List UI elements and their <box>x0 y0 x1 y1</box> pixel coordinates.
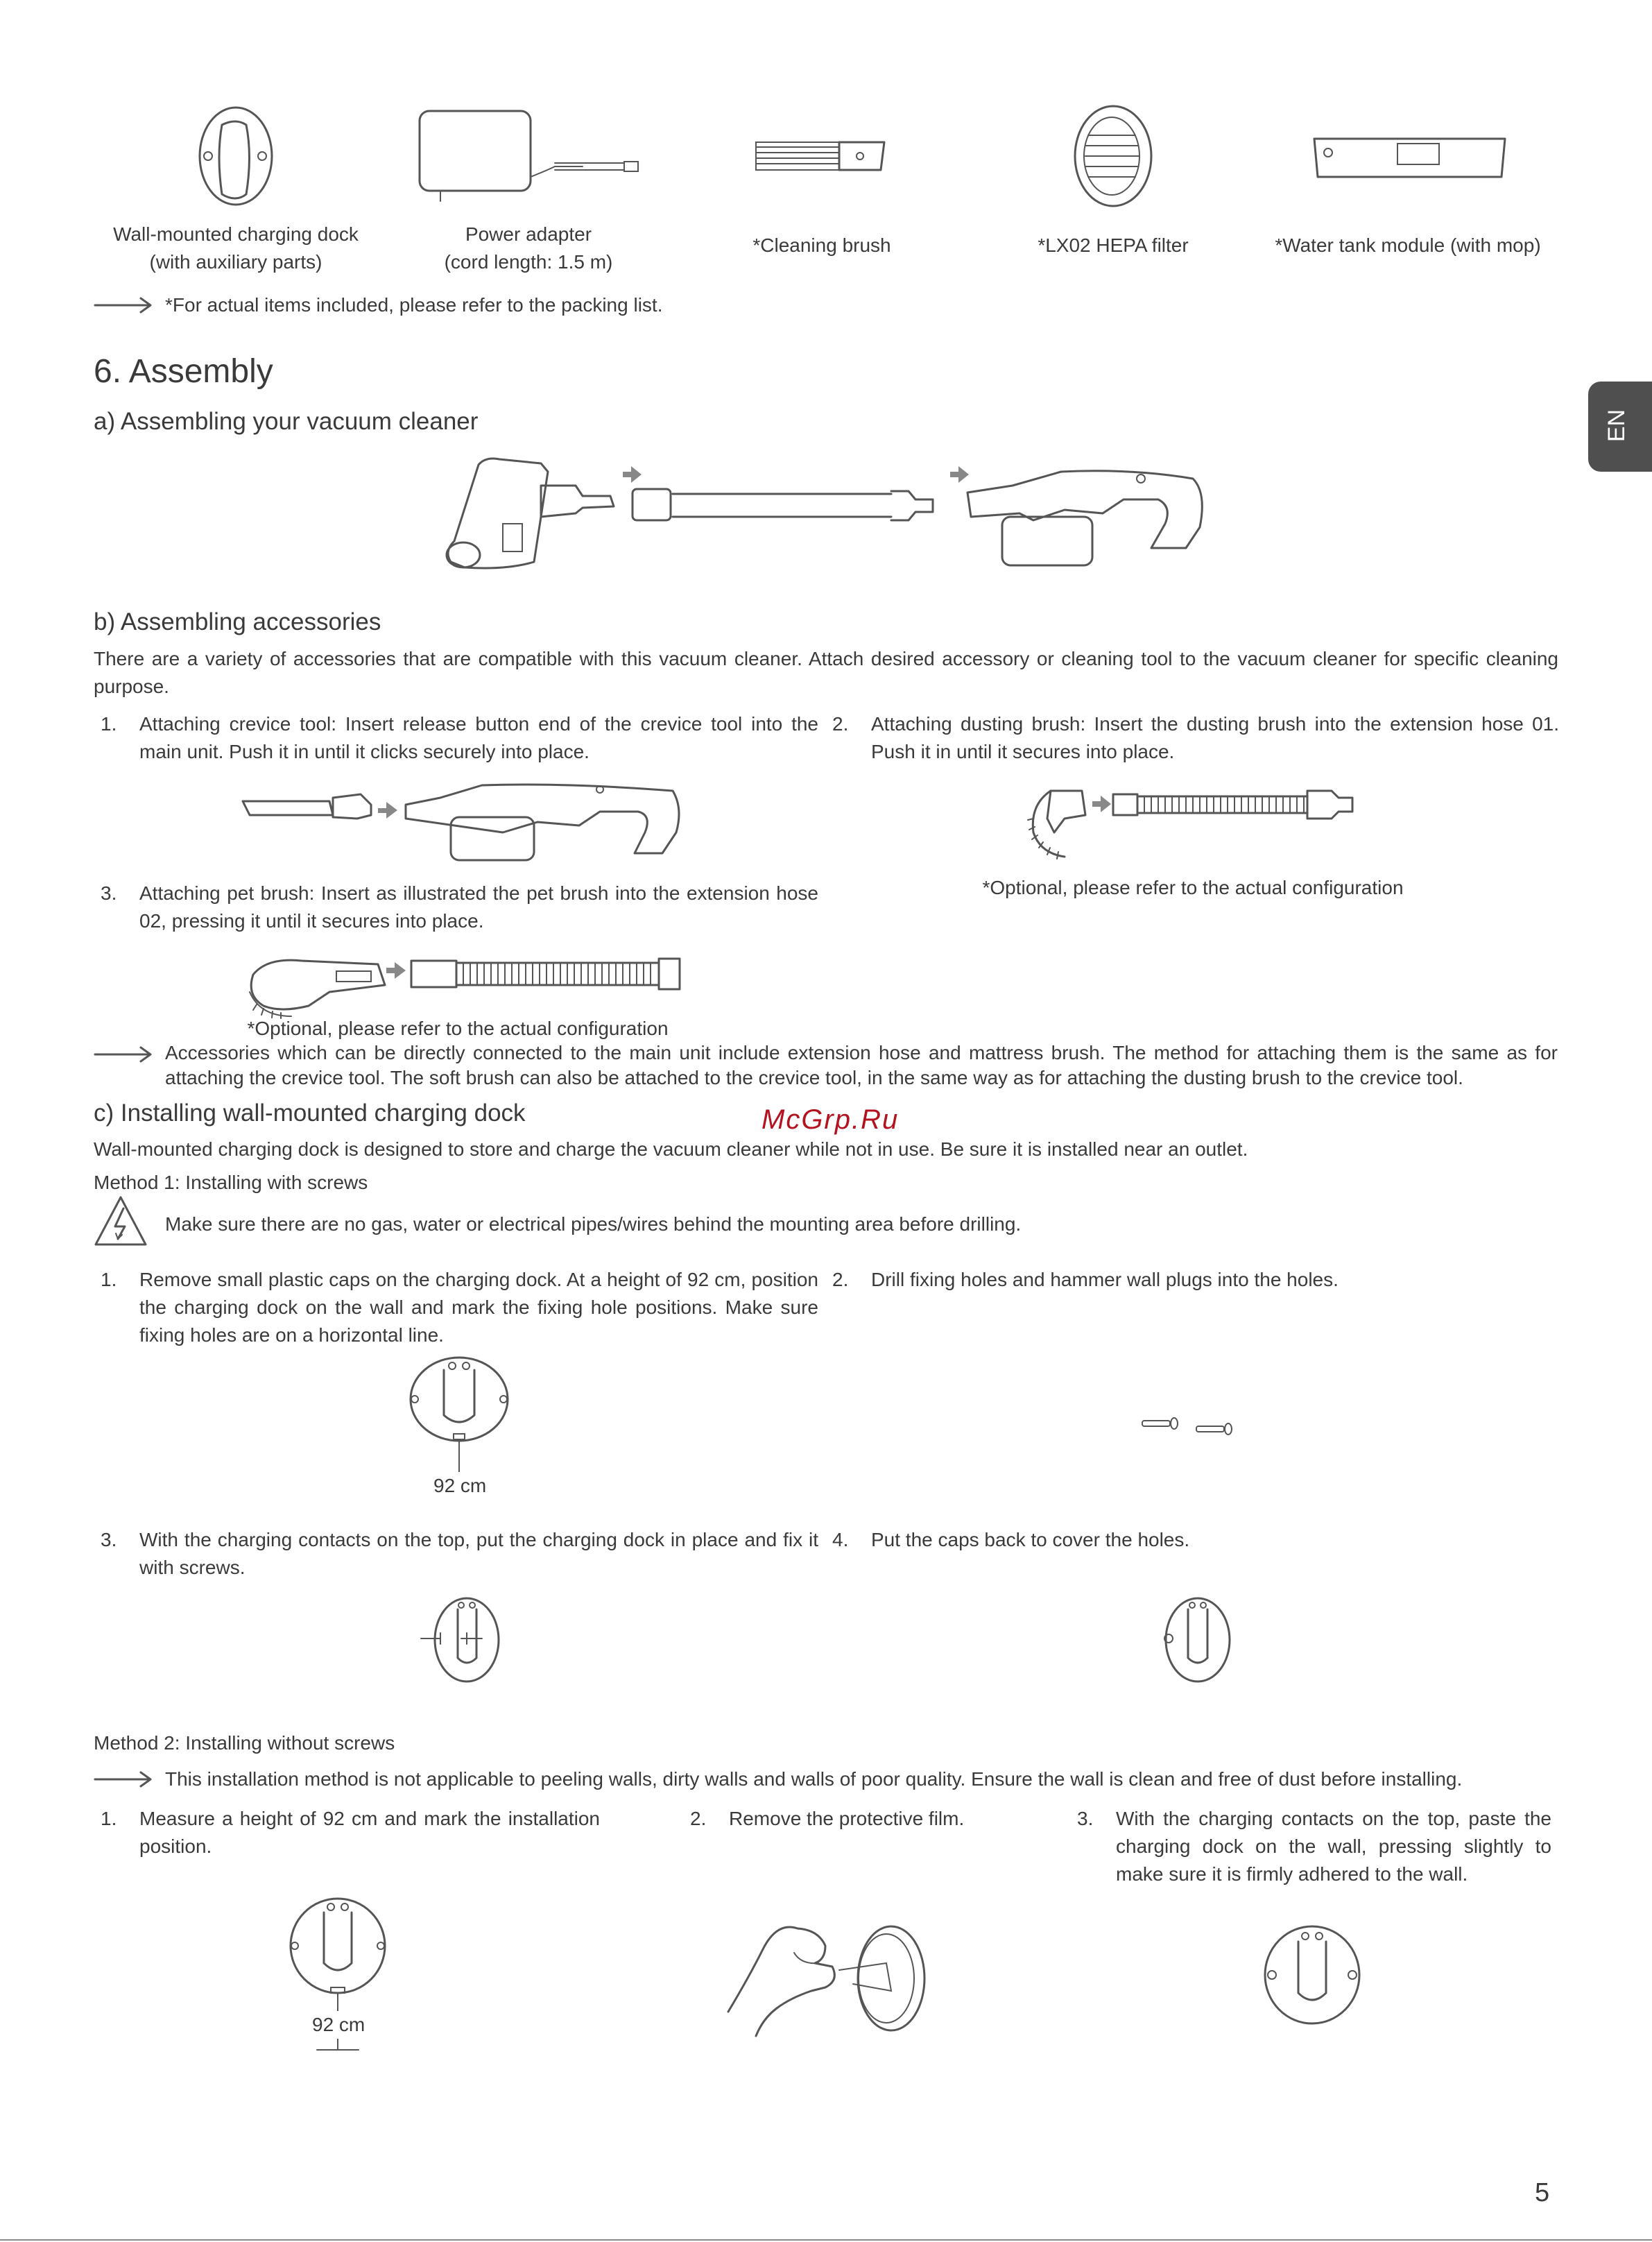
page-number: 5 <box>1535 2178 1550 2207</box>
step-text: Attaching crevice tool: Insert release button end of the crevice tool into the main unit. Push it in until it clicks securely into place. <box>139 713 818 762</box>
dock-screws-illustration <box>420 1595 503 1686</box>
method1-warning: Make sure there are no gas, water or electrical pipes/wires behind the mounting area before drilling. <box>165 1213 1022 1235</box>
method2-title: Method 2: Installing without screws <box>94 1732 395 1754</box>
package-label-brush: *Cleaning brush <box>752 234 891 256</box>
accessory-step-2 <box>832 710 1559 766</box>
method1-title: Method 1: Installing with screws <box>94 1172 368 1193</box>
note-arrow-icon <box>94 1046 156 1063</box>
subheading-installing-dock: c) Installing wall-mounted charging dock <box>94 1099 526 1127</box>
vacuum-assembly-illustration <box>437 451 1214 576</box>
method2-note: This installation method is not applicable to peeling walls, dirty walls and walls of poor quality. Ensure the wall is clean and free of dust before installing. <box>165 1768 1463 1790</box>
step-number: 1. <box>101 713 117 735</box>
dock-caps-illustration <box>1155 1595 1238 1686</box>
method2-step-2 <box>690 1805 1051 1833</box>
step-text: Attaching dusting brush: Insert the dusting brush into the extension hose 01. Push it in until it secures into place. <box>871 713 1559 762</box>
method2-step-1 <box>101 1805 600 1860</box>
electric-warning-icon <box>93 1195 148 1247</box>
cleaning-brush-illustration <box>752 139 891 177</box>
step-text: With the charging contacts on the top, put the charging dock in place and fix it with screws. <box>139 1529 818 1578</box>
packing-note: *For actual items included, please refer to the packing list. <box>165 294 663 316</box>
step-text: Remove small plastic caps on the charging dock. At a height of 92 cm, position the charging dock on the wall and mark the fixing hole positions. Make sure fixing holes are on a horizontal line. <box>139 1269 818 1346</box>
watermark: McGrp.Ru <box>762 1104 900 1135</box>
section-title-assembly: 6. Assembly <box>94 353 273 390</box>
crevice-tool-illustration <box>239 777 683 864</box>
accessories-intro: There are a variety of accessories that are compatible with this vacuum cleaner. Attach desired accessory or cleaning tool to the vacuum cleaner for specific cleaning purpose. <box>94 648 1558 697</box>
step-number: 3. <box>1077 1808 1094 1829</box>
step-number: 2. <box>690 1808 707 1829</box>
step-number: 3. <box>101 1529 117 1550</box>
wall-plugs-illustration <box>1141 1415 1238 1436</box>
method1-step-1 <box>101 1266 818 1349</box>
subheading-assembling-accessories: b) Assembling accessories <box>94 608 381 635</box>
accessory-step-1 <box>101 710 818 766</box>
pet-brush-illustration <box>239 943 683 1027</box>
optional-note-pet: *Optional, please refer to the actual configuration <box>247 1018 669 1039</box>
language-tab-label: EN <box>1603 409 1631 443</box>
method1-step-2 <box>832 1266 1559 1294</box>
paste-dock-illustration <box>1262 1925 1366 2029</box>
step-text: With the charging contacts on the top, paste the charging dock on the wall, pressing slightly to make sure it is firmly adhered to the wall. <box>1116 1808 1551 1885</box>
subheading-assembling-vacuum: a) Assembling your vacuum cleaner <box>94 408 479 435</box>
hepa-filter-illustration <box>1072 104 1155 208</box>
optional-note-dusting: *Optional, please refer to the actual configuration <box>982 877 1404 898</box>
accessories-note: Accessories which can be directly connected to the main unit include extension hose and mattress brush. The method for attaching them is the same as for attaching the crevice tool. The soft brush can also be attached to the crevice tool, in the same way as for attaching the dusting brush to the crevice tool. <box>165 1042 1558 1088</box>
accessory-step-3 <box>101 880 818 935</box>
step-text: Attaching pet brush: Insert as illustrated the pet brush into the extension hose 02, pressing it until it secures into place. <box>139 882 818 932</box>
power-adapter-illustration <box>416 108 645 198</box>
note-arrow-icon <box>94 1771 156 1788</box>
method1-step-3 <box>101 1526 818 1582</box>
step-text: Remove the protective film. <box>729 1808 965 1829</box>
package-label-filter: *LX02 HEPA filter <box>1038 234 1189 256</box>
charging-dock-illustration <box>194 104 277 208</box>
step-number: 2. <box>832 713 849 735</box>
language-tab <box>1588 382 1652 472</box>
remove-film-illustration <box>721 1915 936 2039</box>
step-number: 3. <box>101 882 117 904</box>
water-tank-illustration <box>1311 135 1508 180</box>
dusting-brush-illustration <box>1026 777 1359 860</box>
method1-step-4 <box>832 1526 1559 1554</box>
method2-step-3 <box>1077 1805 1551 1888</box>
height-label-2: 92 cm <box>312 2011 365 2039</box>
package-label-adapter: Power adapter (cord length: 1.5 m) <box>444 223 613 273</box>
step-text: Measure a height of 92 cm and mark the installation position. <box>139 1808 600 1857</box>
step-number: 2. <box>832 1269 849 1290</box>
step-text: Put the caps back to cover the holes. <box>871 1529 1190 1550</box>
package-label-dock: Wall-mounted charging dock (with auxiliary parts) <box>113 223 359 273</box>
dock-intro: Wall-mounted charging dock is designed to store and charge the vacuum cleaner while not in use. Be sure it is installed near an outlet. <box>94 1138 1248 1160</box>
package-label-water-tank: *Water tank module (with mop) <box>1275 234 1541 256</box>
step-number: 1. <box>101 1269 117 1290</box>
footer-rule <box>0 2239 1652 2241</box>
note-arrow-icon <box>94 297 156 314</box>
step-number: 4. <box>832 1529 849 1550</box>
step-number: 1. <box>101 1808 117 1829</box>
step-text: Drill fixing holes and hammer wall plugs into the holes. <box>871 1269 1339 1290</box>
height-label-1: 92 cm <box>433 1472 486 1500</box>
